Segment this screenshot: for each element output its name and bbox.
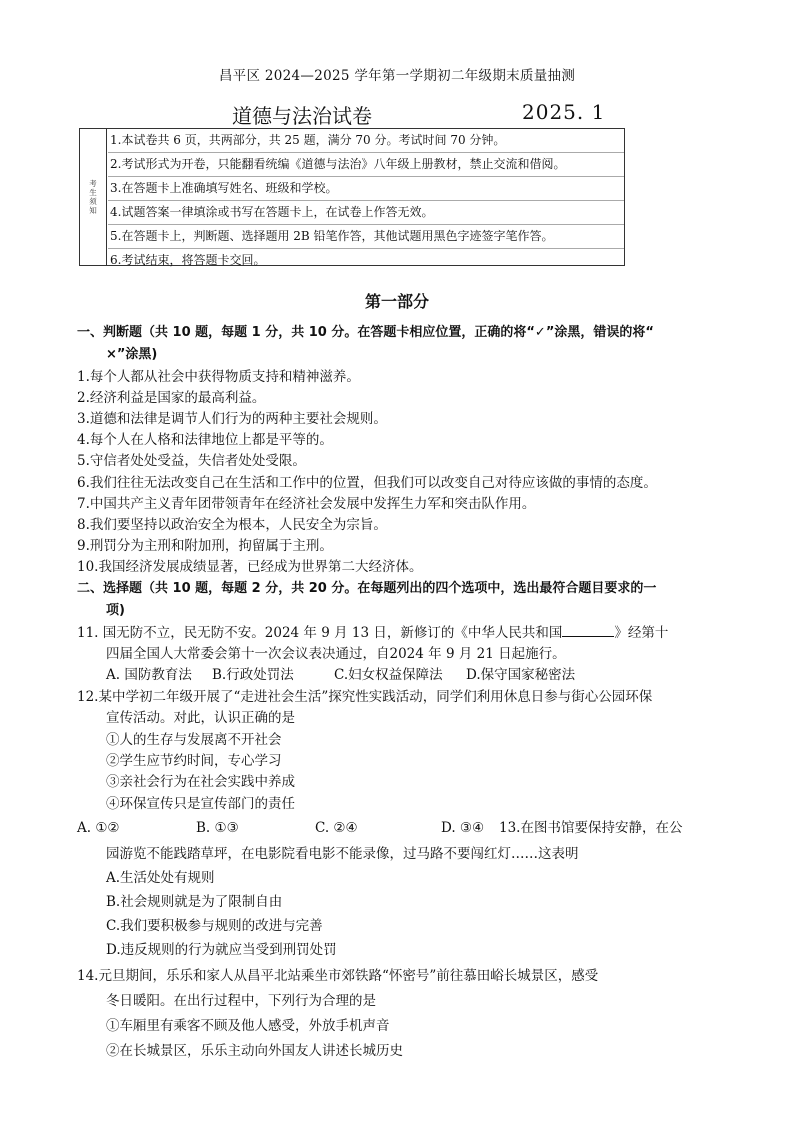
q13-option-a: A.生活处处有规则	[106, 870, 215, 886]
judgment-item: 4.每个人在人格和法律地位上都是平等的。	[77, 432, 333, 448]
notice-item: 4.试题答案一律填涂或书写在答题卡上，在试卷上作答无效。	[108, 200, 624, 224]
question-13-stem: 13.在图书馆要保持安静，在公	[499, 820, 683, 836]
subject-title: 道德与法治试卷	[232, 104, 372, 128]
section1-heading-cont: ×”涂黑)	[106, 347, 158, 362]
notice-item: 6.考试结束，将答题卡交回。	[108, 248, 624, 272]
q11-option-a: A. 国防教育法	[106, 667, 192, 683]
judgment-item: 2.经济利益是国家的最高利益。	[77, 390, 266, 406]
notice-label-char: 生	[89, 188, 97, 197]
q14-statement: ①车厢里有乘客不顾及他人感受，外放手机声音	[106, 1018, 390, 1034]
notice-item: 3.在答题卡上准确填写姓名、班级和学校。	[108, 176, 624, 200]
question-14-stem: 14.元旦期间，乐乐和家人从昌平北站乘坐市郊铁路“怀密号”前往慕田峪长城景区，感受	[77, 968, 599, 984]
q12-statement: ③亲社会行为在社会实践中养成	[106, 774, 295, 790]
judgment-item: 1.每个人都从社会中获得物质支持和精神滋养。	[77, 369, 360, 385]
q12-option-c: C. ②④	[315, 820, 358, 836]
q12-statement: ②学生应节约时间，专心学习	[106, 753, 282, 769]
notice-item: 5.在答题卡上，判断题、选择题用 2B 铅笔作答，其他试题用黑色字迹签字笔作答。	[108, 224, 624, 248]
notice-items	[108, 129, 624, 272]
judgment-item: 6.我们往往无法改变自己在生活和工作中的位置，但我们可以改变自己对待应该做的事情的态度。	[77, 475, 657, 491]
section1-heading: 一、判断题（共 10 题，每题 1 分，共 10 分。在答题卡相应位置，正确的将“✓”涂黑，错误的将“	[77, 325, 654, 340]
q12-statement: ①人的生存与发展离不开社会	[106, 732, 282, 748]
q12-option-b: B. ①③	[196, 820, 239, 836]
exam-notice-box	[79, 128, 625, 266]
q14-statement: ②在长城景区，乐乐主动向外国友人讲述长城历史	[106, 1043, 403, 1059]
judgment-item: 3.道德和法律是调节人们行为的两种主要社会规则。	[77, 411, 387, 427]
judgment-item: 5.守信者处处受益，失信者处处受限。	[77, 453, 306, 469]
section2-heading: 二、选择题（共 10 题，每题 2 分，共 20 分。在每题列出的四个选项中，选出最符合题目要求的一	[77, 581, 657, 596]
q13-option-c: C.我们要积极参与规则的改进与完善	[106, 918, 323, 934]
q11-stem-part2: 》经第十	[614, 625, 669, 641]
section2-heading-cont: 项)	[106, 603, 125, 618]
q11-option-d: D.保守国家秘密法	[466, 667, 576, 683]
notice-item: 2.考试形式为开卷，只能翻看统编《道德与法治》八年级上册教材，禁止交流和借阅。	[108, 152, 624, 176]
exam-date: 2025. 1	[522, 100, 606, 124]
q13-stem-cont: 园游览不能践踏草坪，在电影院看电影不能录像，过马路不要闯红灯……这表明	[106, 846, 579, 862]
exam-school-title: 昌平区 2024—2025 学年第一学期初二年级期末质量抽测	[218, 68, 576, 84]
q11-option-c: C.妇女权益保障法	[334, 667, 443, 683]
judgment-item: 7.中国共产主义青年团带领青年在经济社会发展中发挥生力军和突击队作用。	[77, 496, 536, 512]
q13-option-b: B.社会规则就是为了限制自由	[106, 894, 283, 910]
q13-option-d: D.违反规则的行为就应当受到刑罚处罚	[106, 942, 337, 958]
judgment-item: 8.我们要坚持以政治安全为根本，人民安全为宗旨。	[77, 517, 387, 533]
question-12-stem: 12.某中学初二年级开展了“走进社会生活”探究性实践活动，同学们利用休息日参与街心公园环保	[77, 689, 653, 705]
q11-stem-cont: 四届全国人大常委会第十一次会议表决通过，自2024 年 9 月 21 日起施行。	[106, 646, 566, 662]
judgment-item: 10.我国经济发展成绩显著，已经成为世界第二大经济体。	[77, 559, 423, 575]
notice-label-char: 考	[89, 179, 97, 188]
notice-label-char: 知	[89, 206, 97, 215]
question-11-stem	[77, 622, 668, 644]
q12-option-a: A. ①②	[77, 820, 120, 836]
q12-statement: ④环保宣传只是宣传部门的责任	[106, 796, 295, 812]
notice-label	[80, 129, 107, 265]
q12-stem-cont: 宣传活动。对此，认识正确的是	[106, 710, 295, 726]
judgment-item: 9.刑罚分为主刑和附加刑，拘留属于主刑。	[77, 538, 333, 554]
q12-options-row	[77, 817, 727, 839]
part-title: 第一部分	[364, 292, 429, 311]
q14-stem-cont: 冬日暖阳。在出行过程中，下列行为合理的是	[106, 993, 376, 1009]
q11-option-b: B.行政处罚法	[212, 667, 294, 683]
q11-options	[106, 664, 726, 686]
q11-stem-part1: 11. 国无防不立，民无防不安。2024 年 9 月 13 日，新修订的《中华人民共和国	[77, 625, 563, 641]
q12-option-d: D. ③④	[441, 820, 485, 836]
notice-label-char: 须	[89, 197, 97, 206]
notice-item: 1.本试卷共 6 页，共两部分，共 25 题，满分 70 分。考试时间 70 分钟。	[110, 133, 506, 147]
answer-blank	[562, 622, 614, 637]
